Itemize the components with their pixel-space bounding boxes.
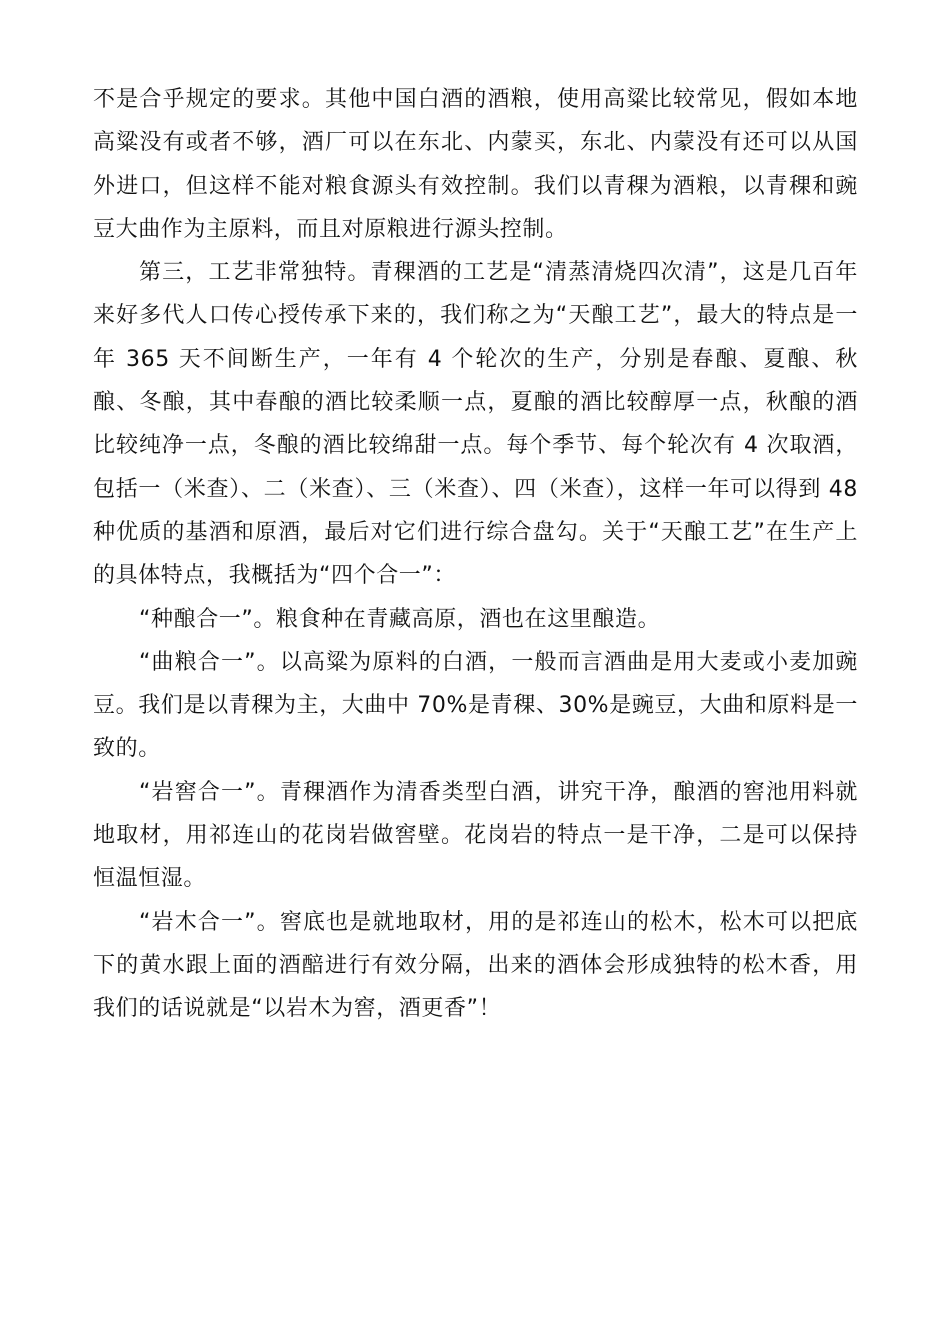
paragraph-rock-wood: “岩木合一”。窖底也是就地取材，用的是祁连山的松木，松木可以把底下的黄水跟上面的酒醅进行有效分隔，出来的酒体会形成独特的松木香，用我们的话说就是“以岩木为窖，酒更香”！ (93, 909, 858, 1022)
paragraph-continuation: 不是合乎规定的要求。其他中国白酒的酒粮，使用高粱比较常见，假如本地高粱没有或者不够，酒厂可以在东北、内蒙买，东北、内蒙没有还可以从国外进口，但这样不能对粮食源头有效控制。我们以青稞为酒粮，以青稞和豌豆大曲作为主原料，而且对原粮进行源头控制。 (93, 87, 858, 242)
paragraph-koji-grain: “曲粮合一”。以高粱为原料的白酒，一般而言酒曲是用大麦或小麦加豌豆。我们是以青稞为主，大曲中 70%是青稞、30%是豌豆，大曲和原料是一致的。 (93, 649, 858, 762)
document-body (93, 78, 858, 1031)
paragraph-rock-cellar: “岩窖合一”。青稞酒作为清香类型白酒，讲究干净，酿酒的窖池用料就地取材，用祁连山的花岗岩做窖壁。花岗岩的特点一是干净，二是可以保持恒温恒湿。 (93, 779, 858, 892)
paragraph-craft-process: 第三，工艺非常独特。青稞酒的工艺是“清蒸清烧四次清”，这是几百年来好多代人口传心授传承下来的，我们称之为“天酿工艺”，最大的特点是一年 365 天不间断生产，一年有 4 个轮次的生产，分别是春酿、夏酿、秋酿、冬酿，其中春酿的酒比较柔顺一点，夏酿的酒比较醇厚一点，秋酿的酒比较纯净一点，冬酿的酒比较绵甜一点。每个季节、每个轮次有 4 次取酒，包括一（米查）、二（米查）、三（米查）、四（米查），这样一年可以得到 48 种优质的基酒和原酒，最后对它们进行综合盘勾。关于“天酿工艺”在生产上的具体特点，我概括为“四个合一”： (93, 260, 858, 589)
paragraph-planting-brewing: “种酿合一”。粮食种在青藏高原，酒也在这里酿造。 (139, 606, 661, 632)
